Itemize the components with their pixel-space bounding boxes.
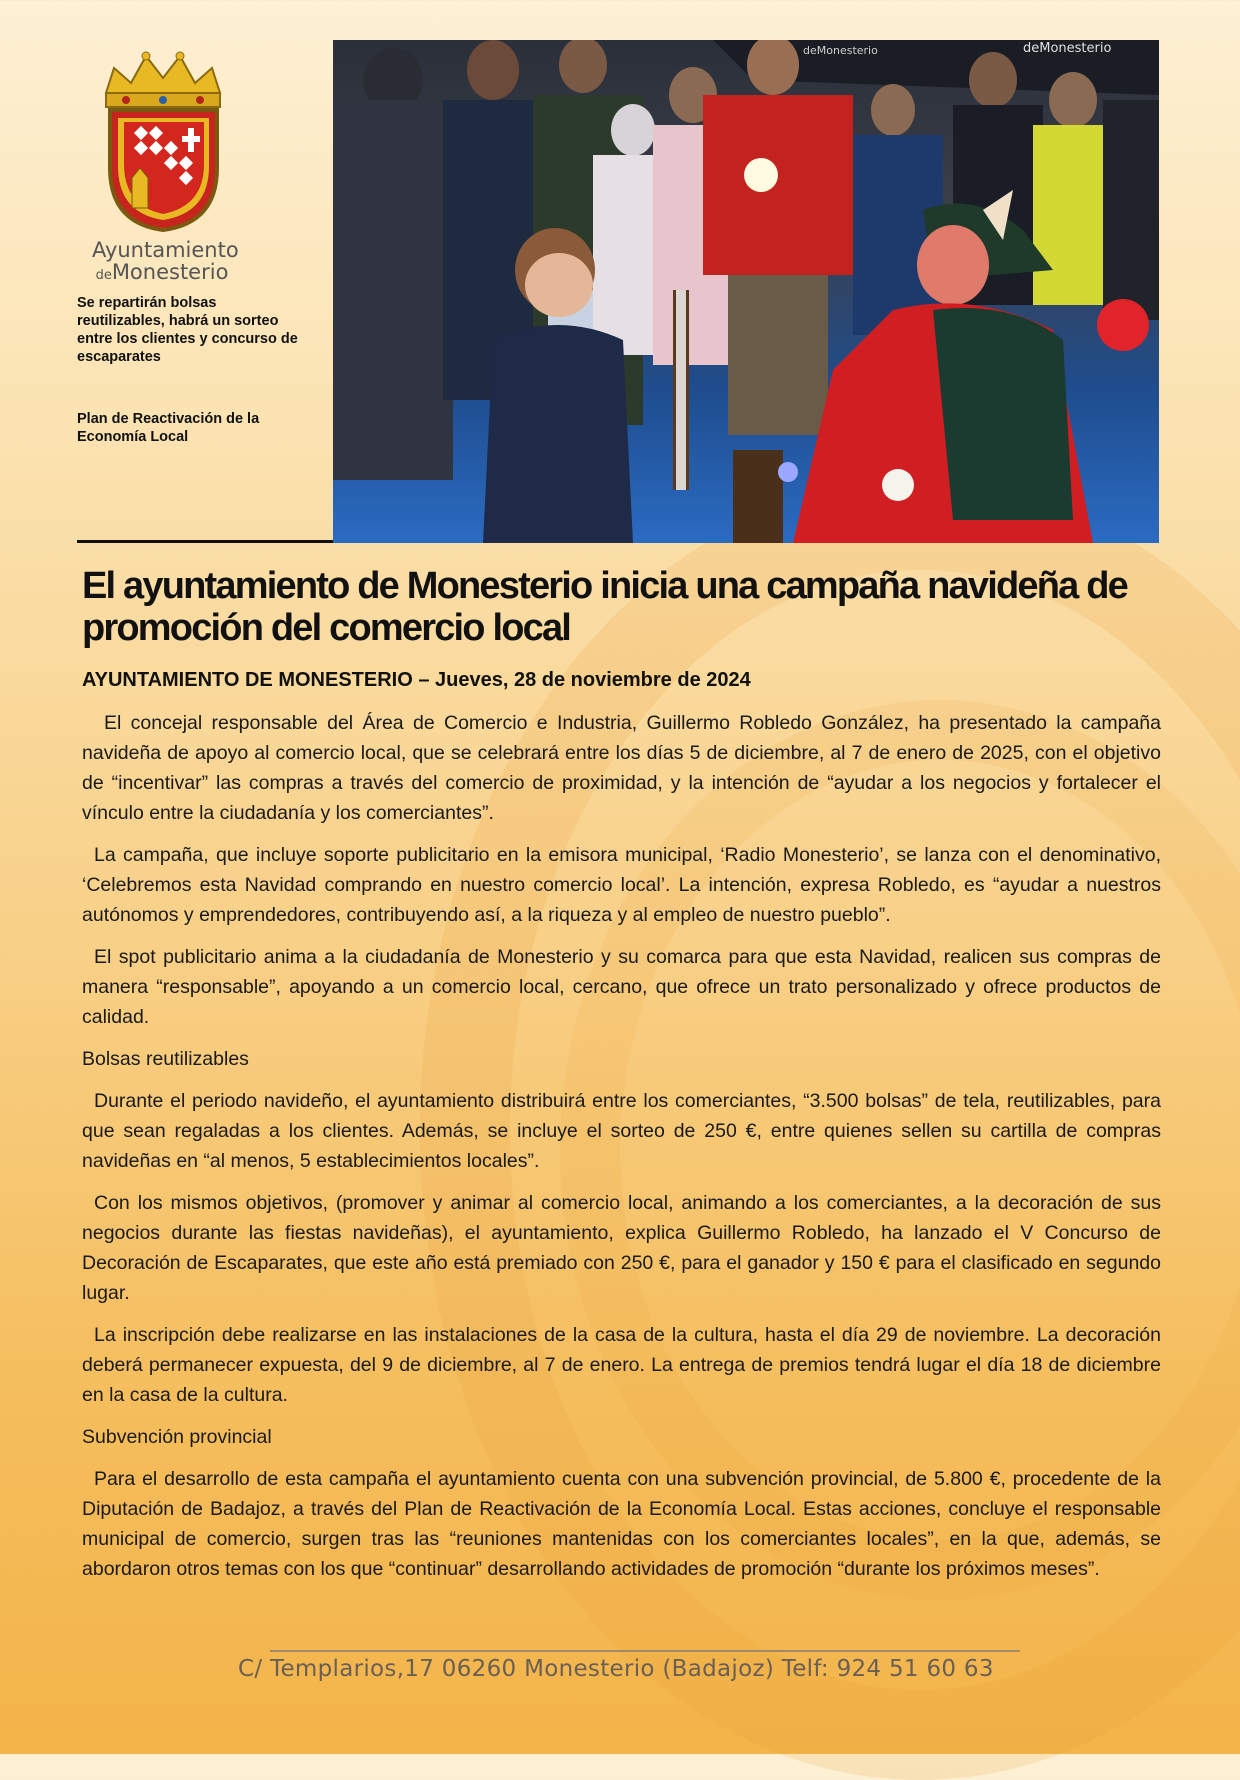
footer-address: C/ Templarios,17 06260 Monesterio (Badajoz) Telf: 924 51 60 63 <box>238 1656 994 1682</box>
subheading-subvencion: Subvención provincial <box>82 1426 272 1448</box>
subheading-bolsas: Bolsas reutilizables <box>82 1048 249 1070</box>
article-headline: El ayuntamiento de Monesterio inicia una campaña navideña de promoción del comercio local <box>82 565 1127 649</box>
banner-text-right: deMonesterio <box>1023 41 1112 56</box>
paragraph-1: El concejal responsable del Área de Comercio e Industria, Guillermo Robledo González, ha presentado la campaña navideña de apoyo al comercio local, que se celebrará entre los días 5 de diciembre, al 7 de enero de 2025, con el objetivo de “incentivar” las compras a través del comercio de proximidad, y la intención de “ayudar a los negocios y fortalecer el vínculo entre la ciudadanía y los comerciantes”. <box>82 712 1161 824</box>
article-body <box>82 708 1161 1596</box>
article-byline: AYUNTAMIENTO DE MONESTERIO – Jueves, 28 de noviembre de 2024 <box>82 669 751 691</box>
logo-name: Ayuntamiento deMonesterio <box>92 238 239 284</box>
paragraph-5: Con los mismos objetivos, (promover y animar al comercio local, animando a los comerciantes, a la decoración de sus negocios durante las fiestas navideñas), el ayuntamiento, explica Guillermo Robledo, ha lanzado el V Concurso de Decoración de Escaparates, que este año está premiado con 250 €, para el ganador y 150 € para el clasificado en segundo lugar. <box>82 1192 1161 1304</box>
shield-icon <box>110 110 217 230</box>
municipal-logo <box>92 48 242 287</box>
side-note-summary: Se repartirán bolsas reutilizables, habrá un sorteo entre los clientes y concurso de escaparates <box>77 295 298 365</box>
paragraph-7: Para el desarrollo de esta campaña el ayuntamiento cuenta con una subvención provincial, de 5.800 €, procedente de la Diputación de Badajoz, a través del Plan de Reactivación de la Economía Local. Estas acciones, concluye el responsable municipal de comercio, surgen tras las “reuniones mantenidas con los comerciantes locales”, en la que, además, se abordaron otros temas con los que “continuar” desarrollando actividades de promoción “durante los próximos meses”. <box>82 1468 1161 1580</box>
paragraph-6: La inscripción debe realizarse en las instalaciones de la casa de la cultura, hasta el día 29 de noviembre. La decoración deberá permanecer expuesta, del 9 de diciembre, al 7 de enero. La entrega de premios tendrá lugar el día 18 de diciembre en la casa de la cultura. <box>82 1324 1161 1406</box>
event-photo <box>333 40 1159 543</box>
footer-rule <box>270 1650 1020 1652</box>
side-note-plan: Plan de Reactivación de la Economía Local <box>77 411 260 445</box>
coat-of-arms-icon <box>96 48 231 233</box>
paragraph-2: La campaña, que incluye soporte publicitario en la emisora municipal, ‘Radio Monesterio’, se lanza con el denominativo, ‘Celebremos esta Navidad comprando en nuestro comercio local’. La intención, expresa Robledo, es “ayudar a nuestros autónomos y emprendedores, contribuyendo así, a la riqueza y al empleo de nuestro pueblo”. <box>82 844 1161 926</box>
paragraph-3: El spot publicitario anima a la ciudadanía de Monesterio y su comarca para que esta Navidad, realicen sus compras de manera “responsable”, apoyando a un comercio local, cercano, que ofrece un trato personalizado y ofrece productos de calidad. <box>82 946 1161 1028</box>
divider-rule <box>77 540 337 543</box>
paragraph-4: Durante el periodo navideño, el ayuntamiento distribuirá entre los comerciantes, “3.500 bolsas” de tela, reutilizables, para que sean regaladas a los clientes. Además, se incluye el sorteo de 250 €, entre quienes sellen su cartilla de compras navideñas en “al menos, 5 establecimientos locales”. <box>82 1090 1161 1172</box>
banner-text-left: deMonesterio <box>803 44 878 57</box>
crown-icon <box>106 52 220 107</box>
